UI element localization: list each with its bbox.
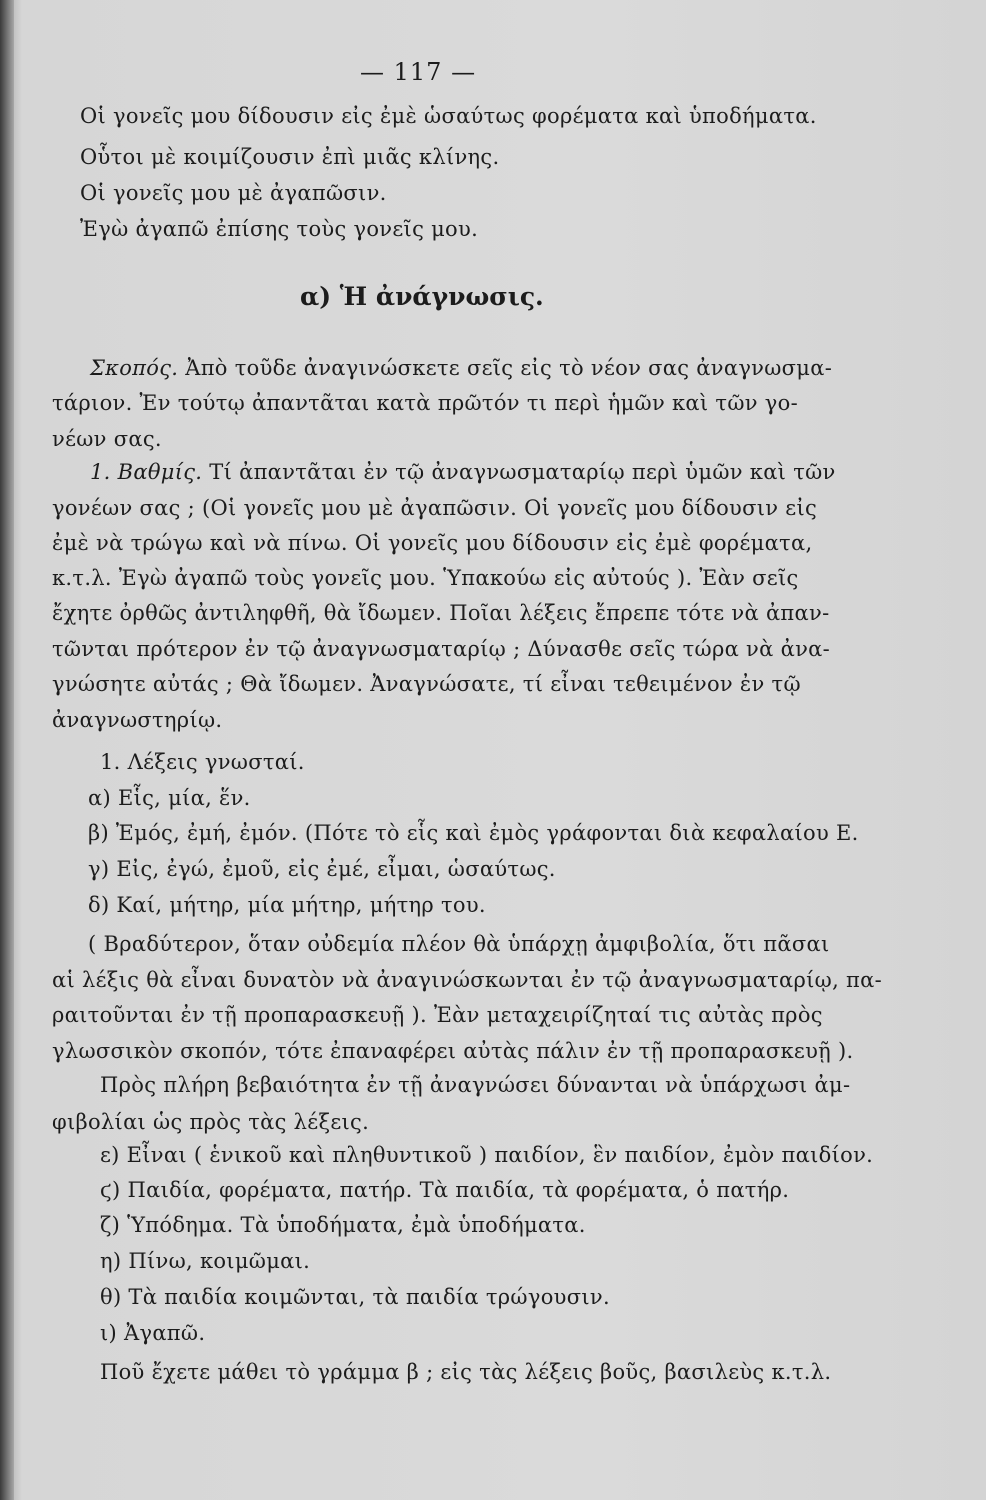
vathmis-label: 1. Βαθμίς.: [90, 460, 203, 484]
text-line: Ἐγὼ ἀγαπῶ ἐπίσης τοὺς γονεῖς μου.: [80, 217, 479, 241]
vathmis-text: Τί ἀπαντᾶται ἐν τῷ ἀναγνωσματαρίῳ περὶ ὑμῶν καὶ τῶν: [202, 460, 836, 484]
paragraph-line: ἀναγνωστηρίῳ.: [52, 708, 223, 732]
skopos-label: Σκοπός.: [90, 356, 179, 380]
book-gutter: [0, 0, 14, 1500]
paragraph-line: γλωσσικὸν σκοπόν, τότε ἐπαναφέρει αὐτὰς πάλιν ἐν τῇ προπαρασκευῇ ).: [52, 1039, 854, 1063]
paragraph-line: γονέων σας ; (Οἱ γονεῖς μου μὲ ἀγαπῶσιν. Οἱ γονεῖς μου δίδουσιν εἰς: [52, 496, 818, 520]
paragraph-line: φιβολίαι ὡς πρὸς τὰς λέξεις.: [52, 1110, 370, 1134]
text-line: Οἱ γονεῖς μου μὲ ἀγαπῶσιν.: [80, 181, 387, 205]
list-item: β) Ἐμός, ἐμή, ἐμόν. (Πότε τὸ εἷς καὶ ἐμὸς γράφονται διὰ κεφαλαίου Ε.: [88, 821, 859, 845]
paragraph-line: [90, 460, 836, 484]
skopos-text: Ἀπὸ τοῦδε ἀναγινώσκετε σεῖς εἰς τὸ νέον σας ἀναγνωσμα-: [178, 356, 833, 380]
paragraph-line: Πρὸς πλήρη βεβαιότητα ἐν τῇ ἀναγνώσει δύνανται νὰ ὑπάρχωσι ἀμ-: [100, 1073, 851, 1097]
page-number: — 117 —: [360, 58, 477, 86]
paragraph-line: ραιτοῦνται ἐν τῇ προπαρασκευῇ ). Ἐὰν μεταχειρίζηταί τις αὐτὰς πρὸς: [52, 1003, 823, 1027]
list-title: 1. Λέξεις γνωσταί.: [100, 750, 305, 774]
text-line: Οὗτοι μὲ κοιμίζουσιν ἐπὶ μιᾶς κλίνης.: [80, 145, 500, 169]
paragraph-line: ἐμὲ νὰ τρώγω καὶ νὰ πίνω. Οἱ γονεῖς μου δίδουσιν εἰς ἐμὲ φορέματα,: [52, 531, 813, 555]
list-item: ϛ) Παιδία, φορέματα, πατήρ. Τὰ παιδία, τὰ φορέματα, ὁ πατήρ.: [100, 1178, 790, 1202]
list-item: γ) Εἰς, ἐγώ, ἐμοῦ, εἰς ἐμέ, εἶμαι, ὡσαύτως.: [88, 857, 556, 881]
paragraph-line: γνώσητε αὐτάς ; Θὰ ἴδωμεν. Ἀναγνώσατε, τί εἶναι τεθειμένον ἐν τῷ: [52, 672, 801, 696]
paragraph-line: αἱ λέξις θὰ εἶναι δυνατὸν νὰ ἀναγινώσκωνται ἐν τῷ ἀναγνωσματαρίῳ, πα-: [52, 968, 883, 992]
paragraph-line: [90, 356, 832, 380]
list-item: ι) Ἀγαπῶ.: [100, 1321, 206, 1345]
paragraph-line: τῶνται πρότερον ἐν τῷ ἀναγνωσματαρίῳ ; Δύνασθε σεῖς τώρα νὰ ἀνα-: [52, 637, 831, 661]
list-item: ε) Εἶναι ( ἑνικοῦ καὶ πληθυντικοῦ ) παιδίον, ἓν παιδίον, ἐμὸν παιδίον.: [100, 1143, 874, 1167]
text-line: Οἱ γονεῖς μου δίδουσιν εἰς ἐμὲ ὡσαύτως φορέματα καὶ ὑποδήματα.: [80, 104, 817, 128]
paragraph-line: Ποῦ ἔχετε μάθει τὸ γράμμα β ; εἰς τὰς λέξεις βοῦς, βασιλεὺς κ.τ.λ.: [100, 1360, 832, 1384]
section-heading: α) Ἡ ἀνάγνωσις.: [300, 282, 544, 311]
paragraph-line: τάριον. Ἐν τούτῳ ἀπαντᾶται κατὰ πρῶτόν τι περὶ ἡμῶν καὶ τῶν γο-: [52, 391, 798, 415]
list-item: ζ) Ὑπόδημα. Τὰ ὑποδήματα, ἐμὰ ὑποδήματα.: [100, 1213, 586, 1237]
list-item: δ) Καί, μήτηρ, μία μήτηρ, μήτηρ του.: [88, 893, 486, 917]
paragraph-line: ἔχητε ὀρθῶς ἀντιληφθῆ, θὰ ἴδωμεν. Ποῖαι λέξεις ἔπρεπε τότε νὰ ἀπαν-: [52, 601, 830, 625]
paragraph-line: κ.τ.λ. Ἐγὼ ἀγαπῶ τοὺς γονεῖς μου. Ὑπακούω εἰς αὐτούς ). Ἐὰν σεῖς: [52, 566, 799, 590]
list-item: α) Εἷς, μία, ἕν.: [88, 786, 251, 810]
list-item: θ) Τὰ παιδία κοιμῶνται, τὰ παιδία τρώγουσιν.: [100, 1285, 610, 1309]
paragraph-line: νέων σας.: [52, 427, 162, 451]
list-item: η) Πίνω, κοιμῶμαι.: [100, 1249, 311, 1273]
paragraph-line: ( Βραδύτερον, ὅταν οὐδεμία πλέον θὰ ὑπάρχῃ ἀμφιβολία, ὅτι πᾶσαι: [88, 932, 830, 956]
